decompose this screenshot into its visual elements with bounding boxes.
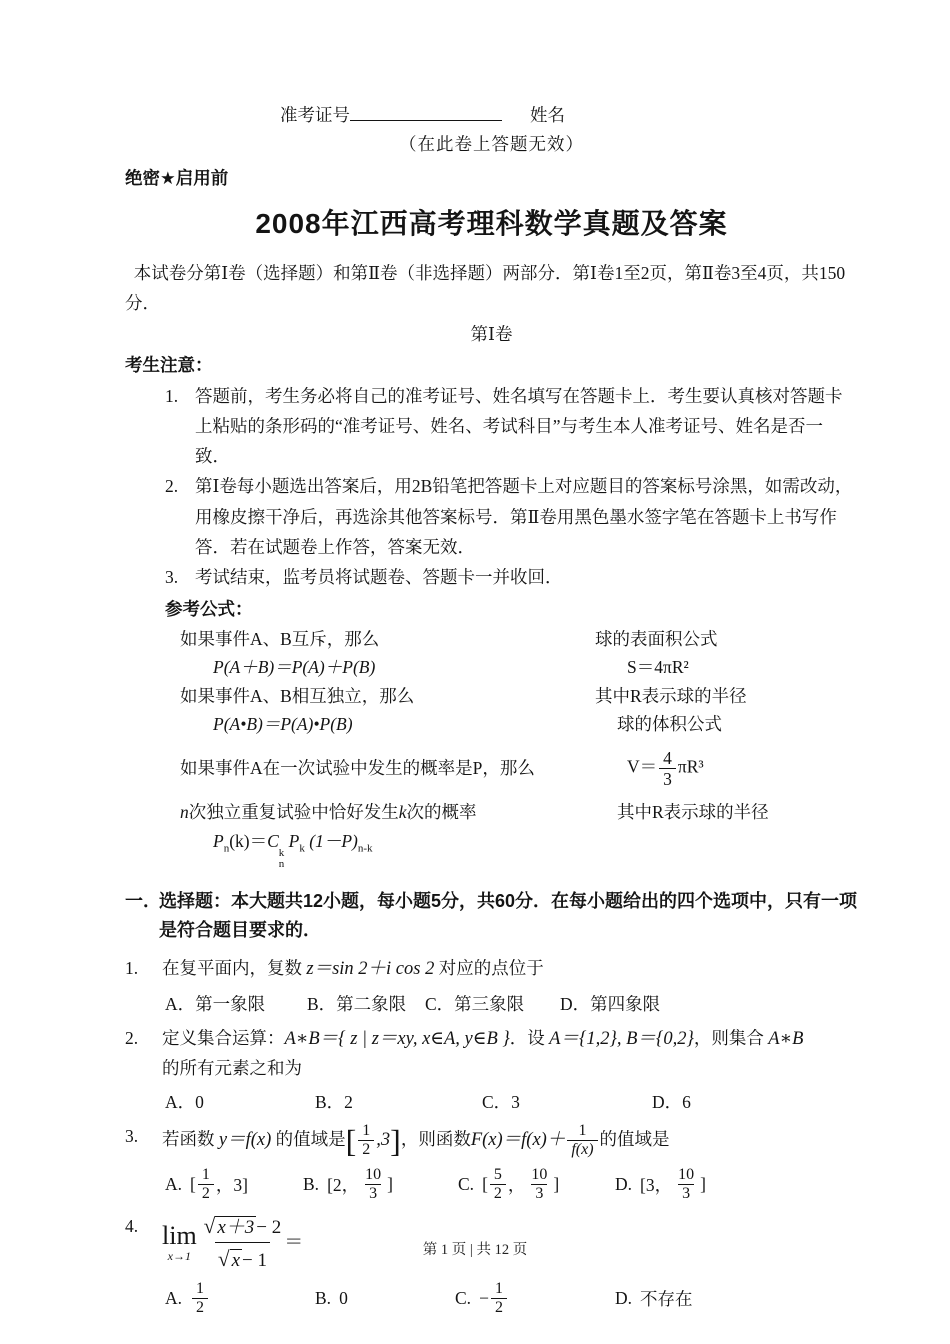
choose-k: k xyxy=(278,846,285,859)
option-b xyxy=(315,1288,455,1309)
formula-row xyxy=(125,710,858,738)
admission-label: 准考证号 xyxy=(280,105,350,125)
fraction-numerator: 1 xyxy=(578,1121,587,1139)
fraction-numerator: 10 xyxy=(531,1165,548,1183)
option-label: A. xyxy=(165,1174,183,1195)
formula-heading: 参考公式： xyxy=(165,598,253,619)
formula-row xyxy=(125,798,858,826)
question-text xyxy=(162,954,858,985)
question-2 xyxy=(125,1024,858,1114)
volume-rhs: πR³ xyxy=(677,756,704,777)
option-b: B．2 xyxy=(315,1091,353,1112)
question-3 xyxy=(125,1122,858,1204)
set-ab: A∗B xyxy=(768,1028,804,1049)
option-label: B. xyxy=(303,1174,320,1195)
bracket-open: [ xyxy=(345,1122,357,1159)
fraction-numerator: 4 xyxy=(663,747,672,768)
fraction-numerator: 1 xyxy=(362,1121,371,1139)
page-footer: 第 1 页 | 共 12 页 xyxy=(422,1242,528,1258)
bracket-close: ] xyxy=(390,1122,401,1159)
option-c xyxy=(458,1166,615,1204)
question-number: 2. xyxy=(125,1027,139,1048)
option-d: D．6 xyxy=(652,1091,691,1112)
radius-note: 其中R表示球的半径 xyxy=(595,685,747,706)
interval-open: [ xyxy=(482,1174,488,1195)
page-content xyxy=(125,102,858,1318)
fraction-denominator: 3 xyxy=(678,1184,694,1203)
complex-formula: z＝sin 2＋i cos 2 xyxy=(306,959,435,980)
option-fraction xyxy=(490,1166,506,1204)
option-a: A．0 xyxy=(165,1091,204,1112)
option-label: D. xyxy=(615,1174,633,1195)
sqrt-expression xyxy=(203,1213,257,1238)
option-value: 不存在 xyxy=(640,1289,693,1310)
volume-fraction xyxy=(659,748,676,789)
interval-rest: ，3] xyxy=(215,1175,248,1196)
formula-left-text: 如果事件A、B相互独立，那么 xyxy=(180,685,415,706)
admission-blank-line xyxy=(350,104,502,121)
question-text xyxy=(162,1122,858,1160)
interval-rest: ] xyxy=(387,1174,393,1195)
option-b xyxy=(303,1166,458,1204)
option-a xyxy=(165,1166,303,1204)
interval-pre: [3， xyxy=(640,1175,673,1196)
radical-sign: √ xyxy=(203,1213,216,1238)
stem-post: 对应的点位于 xyxy=(438,958,544,979)
option-d xyxy=(615,1286,693,1311)
numerator-rest: − 2 xyxy=(256,1216,282,1238)
stem-mid: 的值域是 xyxy=(275,1128,346,1149)
question-stem xyxy=(125,1024,858,1083)
reciprocal-fraction xyxy=(567,1122,597,1160)
notice-item-number: 1. xyxy=(165,386,179,407)
fraction-denominator: 3 xyxy=(659,768,676,789)
option-b: B．第二象限 xyxy=(307,993,407,1014)
question-number: 4. xyxy=(125,1215,139,1236)
fraction-denominator: 2 xyxy=(490,1184,506,1203)
denominator-rest: − 1 xyxy=(242,1250,267,1272)
volume-lhs: V＝ xyxy=(627,756,658,777)
part-one-heading: 第Ⅰ卷 xyxy=(470,324,513,345)
interval-rest: ] xyxy=(553,1174,560,1195)
options-row xyxy=(165,991,858,1016)
question-stem xyxy=(125,954,858,985)
option-fraction xyxy=(192,1280,208,1318)
sub-n: n xyxy=(223,842,230,855)
name-label: 姓名 xyxy=(530,105,565,125)
fraction-denominator: 2 xyxy=(198,1184,214,1203)
radicand: x＋3 xyxy=(217,1216,255,1238)
stem-line2: 的所有元素之和为 xyxy=(162,1058,302,1079)
sphere-volume-title: 球的体积公式 xyxy=(617,713,722,734)
formula-right-cell xyxy=(595,710,858,738)
fraction-denominator: 3 xyxy=(531,1184,547,1203)
stem-mid2: ，则函数 xyxy=(400,1128,471,1149)
bernoulli-mid: 次独立重复试验中恰好发生 xyxy=(188,802,399,823)
stem-mid2: ，则集合 xyxy=(693,1027,764,1048)
question-stem xyxy=(125,1122,858,1160)
lim-word: lim xyxy=(162,1220,197,1250)
interval-rest: ] xyxy=(700,1174,706,1195)
section-number: 一． xyxy=(125,890,161,911)
formula-table xyxy=(125,625,858,871)
stem-pre: 在复平面内，复数 xyxy=(162,958,302,979)
range-rest: ,3 xyxy=(376,1129,391,1150)
var-n: n xyxy=(180,802,189,823)
formula-right-cell xyxy=(595,748,858,789)
option-label: C. xyxy=(458,1174,475,1195)
fraction-numerator: 1 xyxy=(494,1279,503,1297)
sub-k: k xyxy=(299,842,305,855)
set-values-formula: A＝{1,2}, B＝{0,2} xyxy=(549,1028,694,1049)
fraction-numerator: 1 xyxy=(201,1165,210,1183)
option-fraction xyxy=(491,1280,507,1318)
sphere-surface-formula: S＝4πR² xyxy=(627,657,689,678)
lim-subscript: x→1 xyxy=(167,1248,191,1263)
bernoulli-formula xyxy=(125,827,595,871)
formula-left-text: 如果事件A在一次试验中发生的概率是P，那么 xyxy=(180,758,535,779)
notice-item-number: 3. xyxy=(165,566,179,587)
multiple-choice-heading xyxy=(125,887,858,946)
var-k: k xyxy=(398,802,407,823)
options-row xyxy=(165,1166,858,1204)
choose-n: n xyxy=(278,858,285,871)
stem-pre: 定义集合运算： xyxy=(162,1027,285,1048)
radius-note: 其中R表示球的半径 xyxy=(617,802,769,823)
question-text xyxy=(162,1024,858,1083)
question-1 xyxy=(125,954,858,1016)
question-number: 3. xyxy=(125,1125,139,1146)
stem-post: 的值域是 xyxy=(599,1128,670,1149)
option-label: A. xyxy=(165,1288,183,1309)
bernoulli-end: 次的概率 xyxy=(406,802,477,823)
formula-row xyxy=(125,682,858,710)
sphere-surface-title: 球的表面积公式 xyxy=(595,628,718,649)
stem-pre: 若函数 xyxy=(162,1128,215,1149)
option-d xyxy=(615,1166,706,1204)
interval-pre: [2， xyxy=(327,1175,360,1196)
option-fraction xyxy=(527,1166,551,1204)
options-row xyxy=(165,1280,858,1318)
formula-left-text: 如果事件A、B互斥，那么 xyxy=(180,628,380,649)
formula-row xyxy=(125,738,858,798)
option-d: D．第四象限 xyxy=(560,993,661,1014)
interval-comma: ， xyxy=(507,1175,526,1196)
option-fraction xyxy=(674,1166,698,1204)
notice-item-text: 答题前，考生务必将自己的准考证号、姓名填写在答题卡上．考生要认真核对答题卡上粘贴的条形码的“准考证号、姓名、考试科目”与考生本人准考证号、姓名是否一致． xyxy=(195,386,843,467)
interval-open: [ xyxy=(190,1174,196,1195)
admission-line xyxy=(280,102,858,127)
option-label: C. xyxy=(455,1288,472,1309)
question-4 xyxy=(125,1212,858,1318)
option-c xyxy=(455,1280,615,1318)
option-a xyxy=(165,1280,315,1318)
notice-item xyxy=(165,562,858,592)
range-fraction xyxy=(358,1122,374,1160)
Fx-formula: F(x)＝f(x)＋ xyxy=(470,1129,566,1150)
option-a: A．第一象限 xyxy=(165,993,266,1014)
set-operation-formula: A∗B＝{ z | z＝xy, x∈A, y∈B } xyxy=(284,1028,510,1049)
option-c: C．3 xyxy=(482,1091,520,1112)
fraction-denominator: 2 xyxy=(491,1298,507,1317)
fraction-numerator: 10 xyxy=(365,1165,382,1183)
one-minus-p: (1－P) xyxy=(309,830,358,851)
notice-heading: 考生注意： xyxy=(125,355,213,376)
fraction-numerator: 5 xyxy=(493,1165,502,1183)
formula-right-cell xyxy=(595,798,858,826)
var-P2: P xyxy=(288,830,300,851)
fraction-denominator: 2 xyxy=(192,1298,208,1317)
notice-item-text: 考试结束，监考员将试题卷、答题卡一并收回． xyxy=(195,566,563,587)
prob-product-formula: P(A•B)＝P(A)•P(B) xyxy=(213,713,353,734)
formula-row xyxy=(125,827,858,871)
var-P: P xyxy=(213,830,224,851)
notice-item-text: 第Ⅰ卷每小题选出答案后，用2B铅笔把答题卡上对应题目的答案标号涂黑，如需改动，用橡皮擦干净后，再选涂其他答案标号．第Ⅱ卷用黑色墨水签字笔在答题卡上书写作答．若在试题卷上作答，答案无效． xyxy=(195,476,853,557)
formula-right-cell xyxy=(595,682,858,710)
options-row xyxy=(165,1089,858,1114)
fraction-numerator: 10 xyxy=(678,1165,695,1183)
intro-paragraph: 本试卷分第Ⅰ卷（选择题）和第Ⅱ卷（非选择题）两部分．第Ⅰ卷1至2页，第Ⅱ卷3至4页，共150分． xyxy=(125,263,846,314)
secret-label: 绝密★启用前 xyxy=(125,168,229,188)
notice-item-number: 2. xyxy=(165,476,179,497)
bernoulli-text xyxy=(125,798,595,826)
notice-item xyxy=(165,471,858,561)
radicand: x xyxy=(231,1250,241,1272)
fraction-denominator: 3 xyxy=(365,1184,381,1203)
sub-n-k: n-k xyxy=(357,842,373,855)
exam-title: 2008年江西高考理科数学真题及答案 xyxy=(255,208,728,239)
formula-right-cell xyxy=(595,653,858,681)
option-label: B. xyxy=(315,1288,332,1309)
yfx-formula: y＝f(x) xyxy=(218,1129,272,1150)
formula-row xyxy=(125,625,858,653)
formula-row xyxy=(125,653,858,681)
notice-list xyxy=(125,381,858,592)
formula-right-cell xyxy=(595,625,858,653)
invalid-note: （在此卷上答题无效） xyxy=(399,134,584,154)
option-fraction xyxy=(198,1166,214,1204)
option-c: C．第三象限 xyxy=(425,993,525,1014)
question-number: 1. xyxy=(125,958,139,979)
fraction-denominator: f(x) xyxy=(567,1140,597,1159)
prob-sum-formula: P(A＋B)＝P(A)＋P(B) xyxy=(213,657,376,678)
option-fraction xyxy=(361,1166,385,1204)
stem-mid: ．设 xyxy=(509,1027,545,1048)
var-C: C xyxy=(267,830,279,851)
fraction-numerator: 1 xyxy=(196,1279,205,1297)
minus-sign: − xyxy=(479,1288,489,1309)
choose-sub-stack xyxy=(279,848,285,871)
equals-sign: ＝ xyxy=(284,1232,304,1254)
pnk-eq: (k)＝ xyxy=(229,830,268,851)
notice-item xyxy=(165,381,858,471)
section-instructions: 选择题：本大题共12小题，每小题5分，共60分．在每小题给出的四个选项中，只有一项是符合题目要求的． xyxy=(159,890,858,941)
option-label: D. xyxy=(615,1288,633,1309)
sphere-volume-formula xyxy=(595,748,704,789)
radical-sign: √ xyxy=(217,1247,230,1272)
option-value: 0 xyxy=(339,1288,348,1309)
fraction-denominator: 2 xyxy=(358,1140,374,1159)
